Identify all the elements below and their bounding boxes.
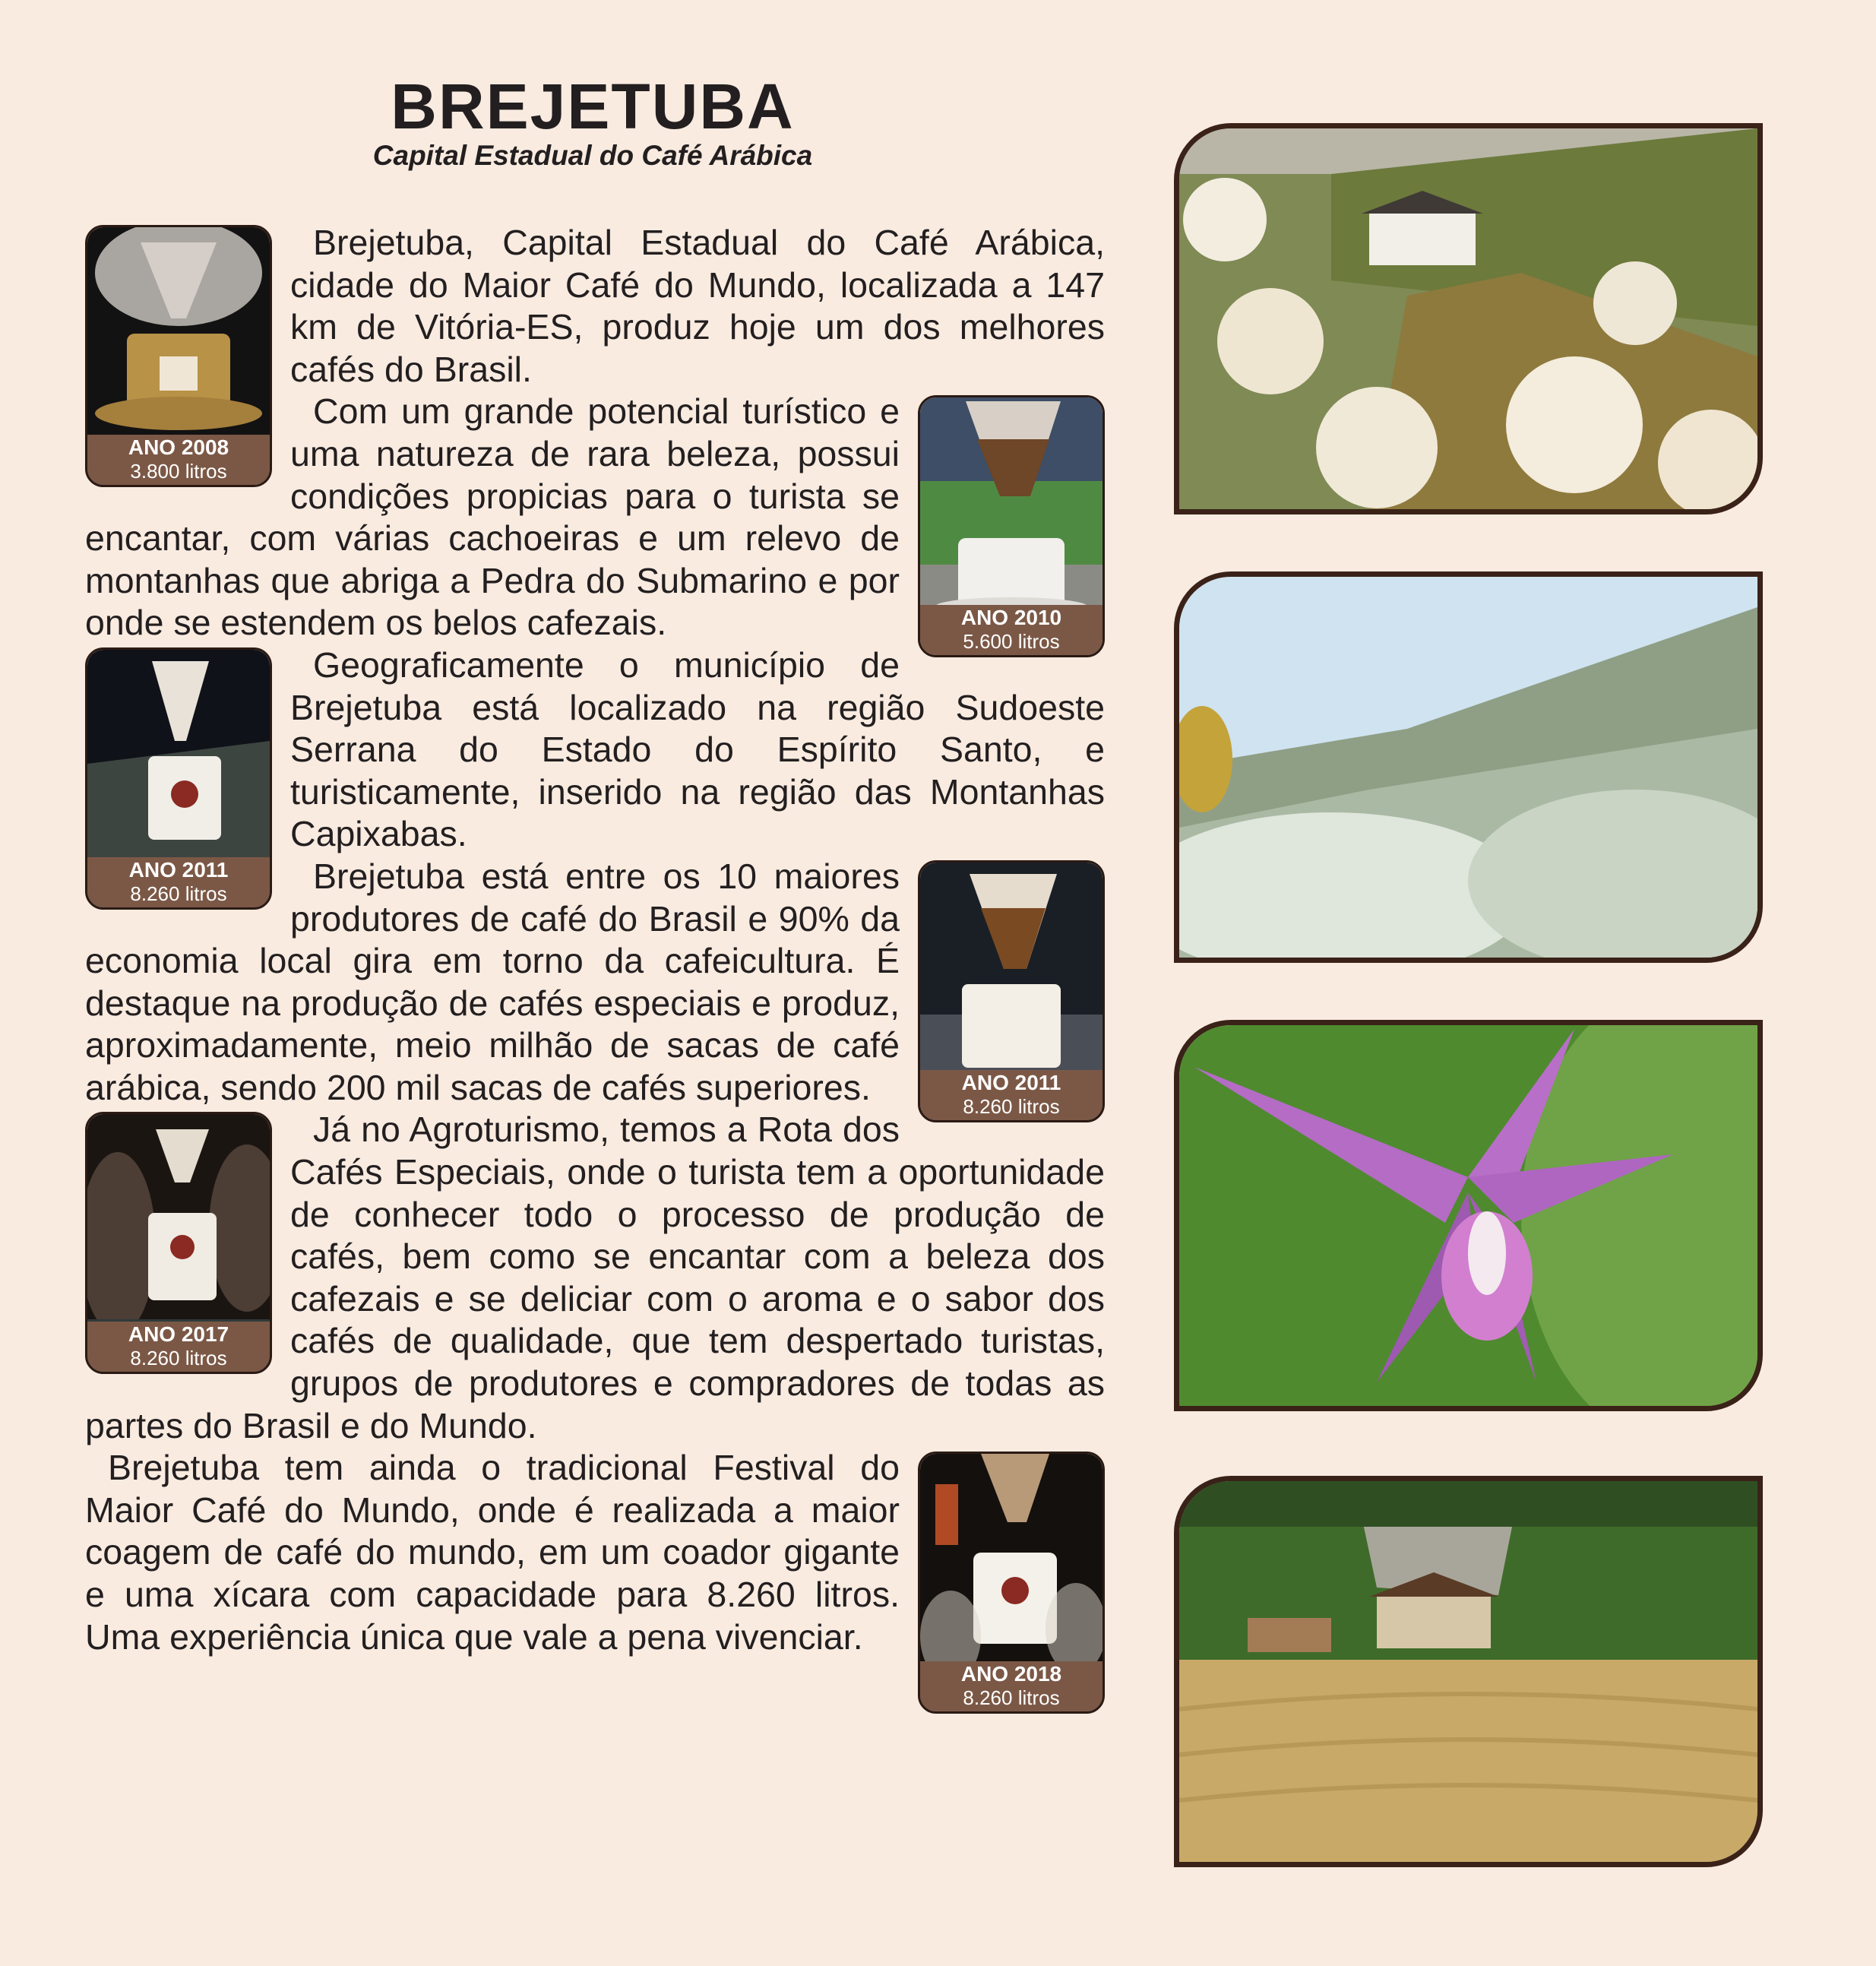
photo-caption [920, 1070, 1103, 1120]
photo-caption [87, 857, 270, 907]
festival-photo-2018 [918, 1452, 1105, 1714]
coffee-drying-yard-photo [1174, 1476, 1763, 1867]
festival-photo-2008 [85, 225, 272, 487]
page-subtitle: Capital Estadual do Café Arábica [372, 140, 813, 171]
caption-volume: 8.260 litros [963, 1094, 1060, 1118]
coffee-blossom-farm-photo [1174, 123, 1763, 514]
festival-photo-2011-a [85, 647, 272, 910]
caption-year: ANO 2011 [128, 857, 229, 882]
photo-caption [920, 605, 1103, 655]
festival-photo-2011-b [918, 860, 1105, 1122]
photo-caption [87, 435, 270, 485]
photo-caption [87, 1322, 270, 1372]
caption-volume: 8.260 litros [130, 882, 227, 905]
photo-caption [920, 1661, 1103, 1711]
festival-photo-2017 [85, 1112, 272, 1374]
festival-photo-2010 [918, 395, 1105, 657]
caption-year: ANO 2018 [960, 1662, 1062, 1686]
paragraph-4: Brejetuba está entre os 10 maiores produtores de café do Brasil e 90% da economia local gira em torno da cafeicultura. É destaque na produção de cafés especiais e produz, aproximadamente, meio milhão de sacas de café arábica, sendo 200 mil sacas de cafés superiores. [85, 856, 900, 1107]
paragraph-3: Geograficamente o município de Brejetuba está localizado na região Sudoeste Serrana do Estado do Espírito Santo, e turisticamente, inserido na região das Montanhas Capixabas. [290, 644, 1105, 854]
orchid-flower-photo [1174, 1020, 1763, 1411]
caption-volume: 8.260 litros [963, 1686, 1060, 1710]
caption-volume: 8.260 litros [130, 1347, 227, 1370]
caption-year: ANO 2010 [960, 606, 1062, 630]
paragraph-6: Brejetuba tem ainda o tradicional Festival do Maior Café do Mundo, onde é realizada a maior coagem de café do mundo, em um coador gigante e uma xícara com capacidade para 8.260 litros. Uma experiência única que vale a pena vivenciar. [85, 1448, 900, 1657]
coffee-plantation-hill-photo [1174, 571, 1763, 963]
paragraph-2: Com um grande potencial turístico e uma natureza de rara beleza, possui condições propicias para o turista se encantar, com várias cachoeiras e um relevo de montanhas que abriga a Pedra do Submarino e por onde se estendem os belos cafezais. [85, 391, 900, 643]
caption-year: ANO 2017 [128, 1322, 229, 1347]
caption-year: ANO 2008 [128, 435, 229, 459]
page-title: BREJETUBA [391, 71, 795, 142]
caption-volume: 5.600 litros [963, 630, 1060, 654]
paragraph-1: Brejetuba, Capital Estadual do Café Arábica, cidade do Maior Café do Mundo, localizada a 147 km de Vitória-ES, produz hoje um dos melhores cafés do Brasil. [290, 223, 1105, 389]
caption-volume: 3.800 litros [130, 460, 227, 483]
caption-year: ANO 2011 [961, 1070, 1061, 1094]
article-body [85, 222, 1105, 1720]
paragraph-5: Já no Agroturismo, temos a Rota dos Cafés Especiais, onde o turista tem a oportunidade de conhecer todo o processo de produção de cafés, bem como se encantar com a beleza dos cafezais e se deliciar com o aroma e o sabor dos cafés de qualidade, que tem despertado turistas, grupos de produtores e compradores de todas as partes do Brasil e do Mundo. [85, 1110, 1105, 1445]
